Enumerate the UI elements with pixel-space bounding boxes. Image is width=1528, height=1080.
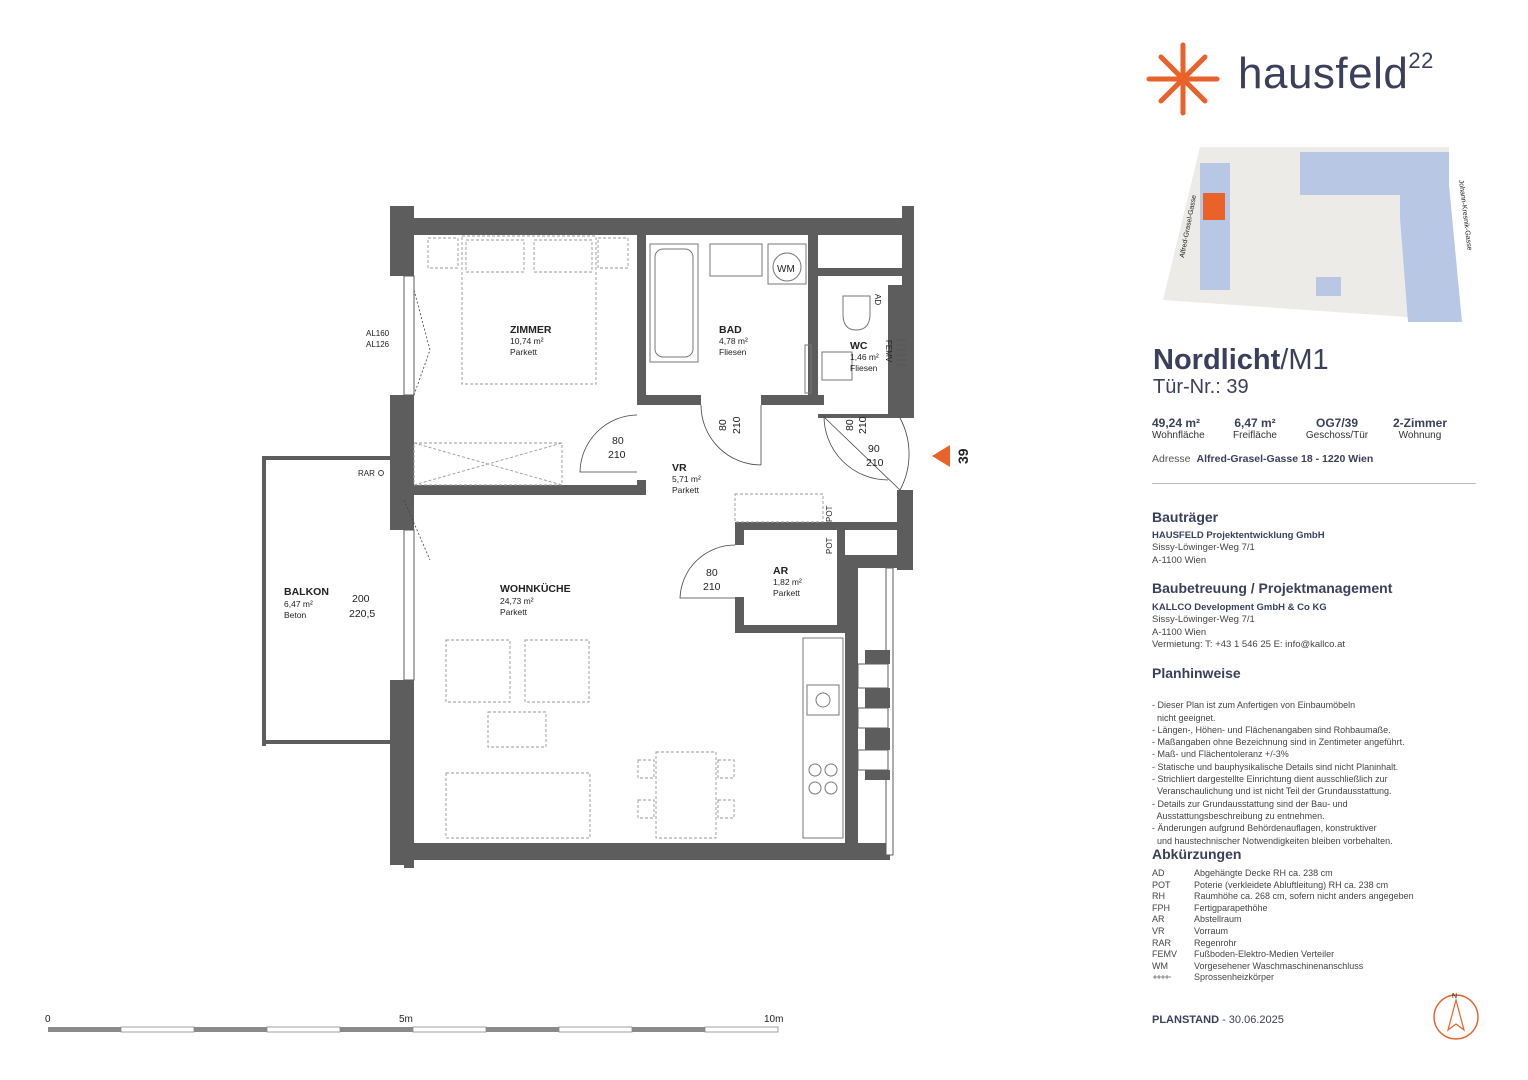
wm-label: WM xyxy=(777,264,795,275)
room-wohnkueche-area: 24,73 m² xyxy=(500,596,534,606)
room-bad-name: BAD xyxy=(719,324,742,336)
baubetreuung-block xyxy=(1152,602,1345,651)
door-wohnkueche-height: 210 xyxy=(703,581,721,593)
bautraeger-heading: Bauträger xyxy=(1152,509,1219,525)
baubetreuung-line: Sissy-Löwinger-Weg 7/1 xyxy=(1152,614,1255,626)
abbr-value: Raumhöhe ca. 268 cm, sofern nicht anders angegeben xyxy=(1194,891,1414,902)
room-zimmer-floor: Parkett xyxy=(510,347,537,357)
note-line: - Maßangaben ohne Bezeichnung sind in Zentimeter angeführt. xyxy=(1152,737,1405,748)
abbr-value: Sprossenheizkörper xyxy=(1194,972,1275,983)
ad-label: AD xyxy=(873,294,882,306)
kpi-label: Geschoss/Tür xyxy=(1305,430,1369,441)
note-line: und haustechnischer Notwendigkeiten bleiben vorbehalten. xyxy=(1152,835,1393,846)
note-line: Veranschaulichung und ist nicht Teil der Grundausstattung. xyxy=(1152,786,1392,797)
window-label-al126: AL126 xyxy=(366,340,390,349)
pot-label-1: POT xyxy=(825,505,834,522)
kpi-value: 2-Zimmer xyxy=(1392,416,1448,430)
room-wohnkueche-floor: Parkett xyxy=(500,607,527,617)
note-line: - Maß- und Flächentoleranz +/-3% xyxy=(1152,749,1289,760)
abkuerzungen-heading: Abkürzungen xyxy=(1152,846,1242,862)
door-entry-width: 90 xyxy=(868,443,880,455)
abbr-value: Vorraum xyxy=(1194,925,1229,936)
site-plan xyxy=(1163,147,1473,322)
unit-location-marker xyxy=(1203,193,1225,220)
kpi-value: OG7/39 xyxy=(1315,416,1359,430)
note-line: nicht geeignet. xyxy=(1152,712,1216,723)
abbr-row xyxy=(1152,903,1414,915)
room-balkon-area: 6,47 m² xyxy=(284,599,313,609)
bautraeger-line: A-1100 Wien xyxy=(1152,554,1207,566)
room-wohnkueche-name: WOHNKÜCHE xyxy=(500,583,571,595)
room-balkon-floor: Beton xyxy=(284,610,307,620)
scale-label-5m: 5m xyxy=(399,1014,413,1025)
room-balkon-name: BALKON xyxy=(284,586,329,598)
compass-icon xyxy=(1434,993,1478,1039)
rar-icon xyxy=(379,471,384,476)
door-wc-width: 80 xyxy=(844,419,856,431)
bautraeger-company: HAUSFELD Projektentwicklung GmbH xyxy=(1152,530,1325,541)
abbr-value: Vorgesehener Waschmaschinenanschluss xyxy=(1194,960,1364,971)
baubetreuung-heading: Baubetreuung / Projektmanagement xyxy=(1152,580,1393,596)
kpi-value: 49,24 m² xyxy=(1152,416,1201,430)
planstand-date: - 30.06.2025 xyxy=(1222,1014,1284,1026)
abbr-key: WM xyxy=(1152,960,1168,971)
abbr-row xyxy=(1152,949,1414,961)
room-wc-floor: Fliesen xyxy=(850,363,878,373)
street-label-right: Johann-Kresnik-Gasse xyxy=(1457,179,1473,251)
kpi-wohnflaeche xyxy=(1152,416,1212,441)
address-value: Alfred-Grasel-Gasse 18 - 1220 Wien xyxy=(1196,453,1374,465)
compass-north: N xyxy=(1452,993,1458,1000)
note-line: - Längen-, Höhen- und Flächenangaben sind Rohbaumaße. xyxy=(1152,724,1391,735)
door-balkon-height: 220,5 xyxy=(349,608,376,620)
walls xyxy=(262,206,914,868)
kpi-freiflaeche xyxy=(1212,416,1298,441)
door-balkon-width: 200 xyxy=(352,593,370,605)
room-vr-floor: Parkett xyxy=(672,485,699,495)
brand-sup: 22 xyxy=(1408,48,1434,73)
abbr-key: RH xyxy=(1152,891,1165,902)
note-line: - Dieser Plan ist zum Anfertigen von Einbaumöbeln xyxy=(1152,700,1356,711)
abbr-value: Poterie (verkleidete Abluftleitung) RH ca. 238 cm xyxy=(1194,879,1389,890)
abbr-value: Fußboden-Elektro-Medien Verteiler xyxy=(1194,949,1335,960)
address xyxy=(1152,453,1373,465)
door-zimmer-height: 210 xyxy=(608,449,626,461)
bautraeger-line: Sissy-Löwinger-Weg 7/1 xyxy=(1152,542,1255,554)
door-bad-height: 210 xyxy=(731,416,743,434)
kpi-label: Wohnfläche xyxy=(1152,430,1205,441)
door-wc-height: 210 xyxy=(857,416,869,434)
room-wc-name: WC xyxy=(850,340,868,352)
abbr-row xyxy=(1152,891,1414,903)
pot-label-2: POT xyxy=(825,537,834,554)
abkuerzungen-list xyxy=(1152,868,1414,984)
facade-columns xyxy=(858,650,890,780)
brand-logo xyxy=(1238,48,1434,99)
abbr-row xyxy=(1152,926,1414,938)
room-zimmer-name: ZIMMER xyxy=(510,324,552,336)
door-bad-width: 80 xyxy=(717,419,729,431)
radiator-legend-icon xyxy=(1152,972,1194,984)
abbr-row xyxy=(1152,868,1414,880)
scale-bar xyxy=(45,1014,783,1032)
room-wc-area: 1,46 m² xyxy=(850,352,879,362)
abbr-key: AR xyxy=(1152,914,1165,925)
room-vr-area: 5,71 m² xyxy=(672,474,701,484)
rar-label: RAR xyxy=(358,469,375,478)
abbr-row xyxy=(1152,972,1414,984)
kpi-label: Freifläche xyxy=(1233,430,1277,441)
planhinweise-list xyxy=(1152,687,1482,859)
door-wohnkueche-width: 80 xyxy=(706,567,718,579)
planstand-label: PLANSTAND xyxy=(1152,1014,1220,1026)
door-entry-height: 210 xyxy=(866,457,884,469)
bautraeger-block xyxy=(1152,530,1325,567)
project-type: /M1 xyxy=(1280,344,1329,376)
address-label: Adresse xyxy=(1152,453,1191,465)
femv-label: FEMV xyxy=(884,340,893,363)
divider xyxy=(1152,483,1476,484)
abbr-row xyxy=(1152,880,1414,892)
abbr-key: RAR xyxy=(1152,937,1172,948)
abbr-key: POT xyxy=(1152,879,1171,890)
room-zimmer-area: 10,74 m² xyxy=(510,336,544,346)
entrance-number: 39 xyxy=(955,448,971,464)
room-ar-name: AR xyxy=(773,565,789,577)
abbr-row xyxy=(1152,914,1414,926)
door-zimmer-width: 80 xyxy=(612,435,624,447)
note-line: Ausstattungsbeschreibung zu entnehmen. xyxy=(1152,810,1325,821)
note-line: - Details zur Grundausstattung sind der Bau- und xyxy=(1152,798,1348,809)
abbr-value: Abgehängte Decke RH ca. 238 cm xyxy=(1194,868,1333,878)
project-title xyxy=(1153,344,1329,377)
baubetreuung-line: Vermietung: T: +43 1 546 25 E: info@kallco.at xyxy=(1152,638,1345,650)
abbr-key: VR xyxy=(1152,925,1165,936)
abbr-row xyxy=(1152,938,1414,950)
scale-label-10m: 10m xyxy=(764,1014,784,1025)
note-line: - Strichliert dargestellte Einrichtung dient ausschließlich zur xyxy=(1152,774,1388,785)
door-number: Tür-Nr.: 39 xyxy=(1153,376,1249,398)
planhinweise-heading: Planhinweise xyxy=(1152,665,1241,681)
room-vr-name: VR xyxy=(672,462,687,474)
project-name: Nordlicht xyxy=(1153,344,1281,376)
kpi-zimmer xyxy=(1376,416,1464,441)
room-ar-area: 1,82 m² xyxy=(773,577,802,587)
window-label-al160: AL160 xyxy=(366,329,390,338)
kpi-geschoss xyxy=(1298,416,1376,441)
baubetreuung-line: A-1100 Wien xyxy=(1152,626,1207,638)
scale-label-0: 0 xyxy=(45,1014,51,1025)
note-line: - Statische und bauphysikalische Details sind nicht Planinhalt. xyxy=(1152,761,1399,772)
baubetreuung-company: KALLCO Development GmbH & Co KG xyxy=(1152,602,1327,613)
room-bad-floor: Fliesen xyxy=(719,347,747,357)
abbr-key: FPH xyxy=(1152,902,1170,913)
kpi-label: Wohnung xyxy=(1398,430,1442,441)
abbr-value: Fertigparapethöhe xyxy=(1194,902,1268,913)
brand-star-icon xyxy=(1149,45,1217,113)
furniture xyxy=(414,236,823,838)
abbr-key: FEMV xyxy=(1152,949,1178,960)
brand-name: hausfeld xyxy=(1238,49,1409,98)
room-bad-area: 4,78 m² xyxy=(719,336,748,346)
room-ar-floor: Parkett xyxy=(773,588,800,598)
entrance-arrow-icon xyxy=(932,445,950,467)
kpi-value: 6,47 m² xyxy=(1234,416,1276,430)
kpi-row xyxy=(1152,416,1464,441)
planstand xyxy=(1152,1014,1284,1026)
abbr-key: AD xyxy=(1152,868,1165,878)
street-label-left: Alfred-Grasel-Gasse xyxy=(1179,194,1199,259)
abbr-value: Regenrohr xyxy=(1194,937,1237,948)
note-line: - Änderungen aufgrund Behördenauflagen, konstruktiver xyxy=(1152,823,1377,834)
abbr-row xyxy=(1152,961,1414,973)
abbr-value: Abstellraum xyxy=(1194,914,1242,925)
